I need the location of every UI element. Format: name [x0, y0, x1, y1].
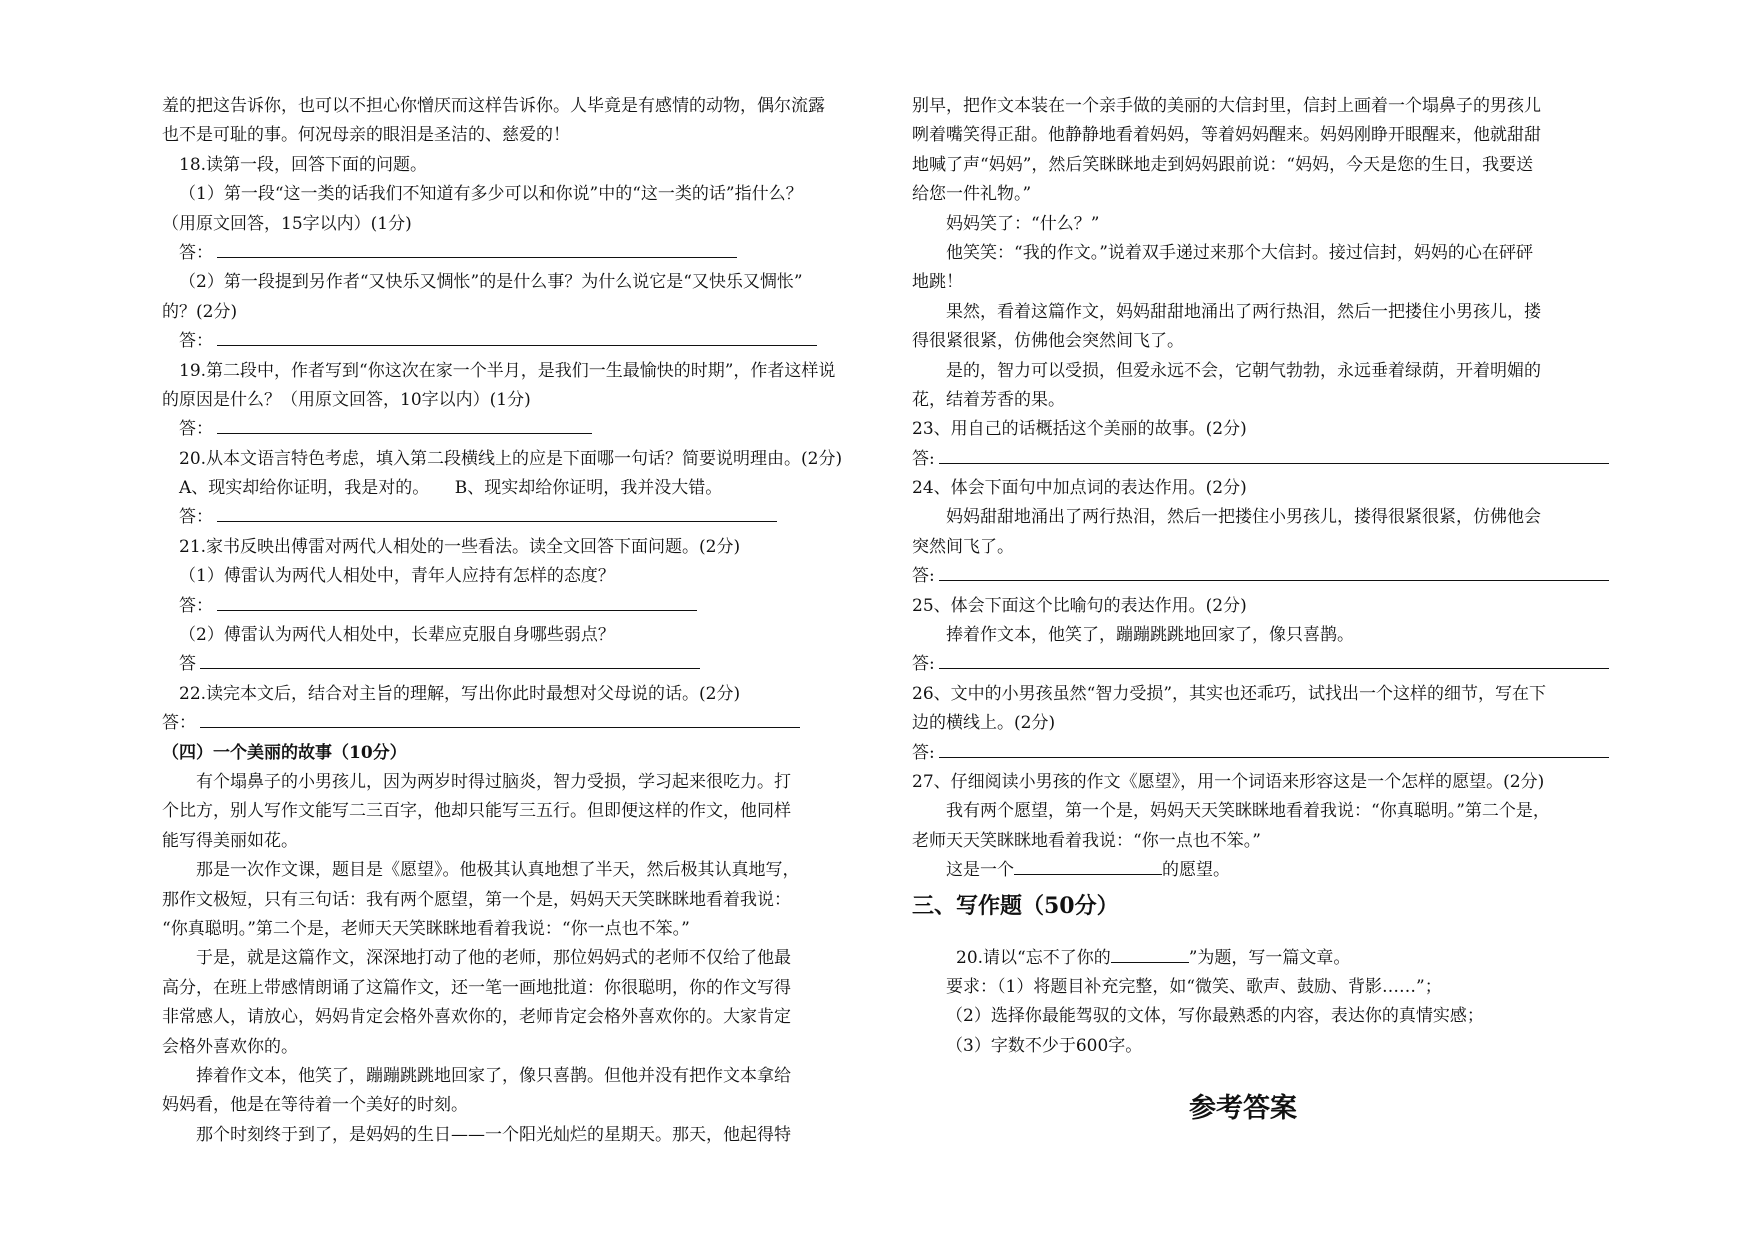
- left-line-text: 答：: [162, 713, 196, 734]
- answer-blank-line[interactable]: [939, 650, 1609, 669]
- right-line: [912, 827, 1614, 856]
- left-line-text: 羞的把这告诉你，也可以不担心你憎厌而这样告诉你。人毕竟是有感情的动物，偶尔流露: [162, 96, 825, 116]
- left-line: [162, 151, 907, 180]
- left-line: [162, 1033, 907, 1062]
- answer-blank-line[interactable]: [939, 739, 1609, 758]
- left-line: [162, 386, 907, 415]
- left-line-text: 答：: [179, 331, 213, 352]
- left-line-text: 答：: [179, 507, 213, 528]
- answer-blank-line[interactable]: [217, 239, 737, 258]
- right-line: [912, 562, 1614, 591]
- left-line: [162, 1003, 907, 1032]
- left-line-text: 答：: [179, 595, 213, 616]
- answer-key-title: 参考答案: [1189, 1093, 1297, 1125]
- left-line: [162, 474, 907, 503]
- writing-prompt: [912, 944, 1614, 973]
- right-line-text: 是的，智力可以受损，但爱永远不会，它朝气勃勃，永远垂着绿荫，开着明媚的: [946, 360, 1541, 381]
- title-fill-blank[interactable]: [1111, 944, 1189, 963]
- left-line: [162, 768, 907, 797]
- left-line: [162, 709, 907, 738]
- left-line: [162, 298, 907, 327]
- left-line-text: 也不是可耻的事。何况母亲的眼泪是圣洁的、慈爱的！: [162, 125, 570, 146]
- left-line: [162, 503, 907, 532]
- left-line-text: 有个塌鼻子的小男孩儿，因为两岁时得过脑炎，智力受损，学习起来很吃力。打: [196, 771, 791, 792]
- left-line-text: 的原因是什么？（用原文回答，10字以内）(1分): [162, 389, 531, 410]
- left-line-text: 答: [179, 654, 196, 675]
- left-line-text: 那个时刻终于到了，是妈妈的生日——一个阳光灿烂的星期天。那天，他起得特: [196, 1124, 791, 1145]
- spacer: [912, 926, 1614, 944]
- left-line: [162, 562, 907, 591]
- right-line-text: 得很紧很紧，仿佛他会突然间飞了。: [912, 331, 1184, 352]
- answer-blank-line[interactable]: [217, 592, 697, 611]
- right-line-text: 捧着作文本，他笑了，蹦蹦跳跳地回家了，像只喜鹊。: [946, 625, 1354, 646]
- right-line-text: 答:: [912, 448, 935, 469]
- left-line: [162, 1062, 907, 1091]
- right-line-text: 23、用自己的话概括这个美丽的故事。(2分): [912, 419, 1247, 440]
- left-line: [162, 1091, 907, 1120]
- right-line: [912, 151, 1614, 180]
- right-line: [912, 180, 1614, 209]
- answer-blank-line[interactable]: [200, 709, 800, 728]
- left-line-text: “你真聪明。”第二个是，老师天天笑眯眯地看着我说：“你一点也不笨。”: [162, 918, 690, 939]
- answer-blank-line[interactable]: [217, 415, 592, 434]
- fill-in-blank[interactable]: [1014, 856, 1162, 875]
- right-line: [912, 768, 1614, 797]
- right-line-text: 25、体会下面这个比喻句的表达作用。(2分): [912, 595, 1247, 616]
- right-line-text: 边的横线上。(2分): [912, 713, 1056, 734]
- right-line: [912, 709, 1614, 738]
- left-line-text: （1）第一段“这一类的话我们不知道有多少可以和你说”中的“这一类的话”指什么？: [179, 184, 803, 205]
- left-line-text: （2）傅雷认为两代人相处中，长辈应克服自身哪些弱点？: [179, 625, 615, 646]
- left-line-text: A、现实却给你证明，我是对的。 B、现实却给你证明，我并没大错。: [179, 478, 723, 499]
- right-line-text: 妈妈笑了：“什么？”: [946, 213, 1100, 234]
- left-line-text: 21.家书反映出傅雷对两代人相处的一些看法。读全文回答下面问题。(2分): [179, 536, 741, 557]
- right-line: [912, 650, 1614, 679]
- right-line: [912, 592, 1614, 621]
- right-line: [912, 533, 1614, 562]
- right-line: [912, 386, 1614, 415]
- answer-blank-line[interactable]: [217, 503, 777, 522]
- left-line-text: （四）一个美丽的故事（10分）: [162, 742, 407, 763]
- left-line: [162, 680, 907, 709]
- right-line: [912, 739, 1614, 768]
- right-line-text: 答:: [912, 566, 935, 587]
- left-line: [162, 357, 907, 386]
- left-line-text: 于是，就是这篇作文，深深地打动了他的老师，那位妈妈式的老师不仅给了他最: [196, 948, 791, 969]
- right-line-text: 果然，看着这篇作文，妈妈甜甜地涌出了两行热泪，然后一把搂住小男孩儿，搂: [946, 301, 1541, 322]
- left-line: [162, 797, 907, 826]
- right-line-text: 27、仔细阅读小男孩的作文《愿望》，用一个词语来形容这是一个怎样的愿望。(2分): [912, 771, 1545, 792]
- left-line-text: （用原文回答，15字以内）(1分): [162, 213, 412, 234]
- right-line-text: 妈妈甜甜地涌出了两行热泪，然后一把搂住小男孩儿，搂得很紧很紧，仿佛他会: [946, 507, 1541, 528]
- right-line-text: 别早，把作文本装在一个亲手做的美丽的大信封里，信封上画着一个塌鼻子的男孩儿: [912, 96, 1541, 116]
- answer-blank-line[interactable]: [200, 650, 700, 669]
- right-line: [912, 680, 1614, 709]
- right-line-text: 花，结着芳香的果。: [912, 389, 1065, 410]
- right-line: [912, 856, 1614, 885]
- left-line: [162, 650, 907, 679]
- writing-prompt-after: ”为题，写一篇文章。: [1188, 947, 1351, 968]
- left-line-text: 20.从本文语言特色考虑，填入第二段横线上的应是下面哪一句话？简要说明理由。(2分): [179, 448, 843, 469]
- left-line: [162, 1121, 907, 1150]
- writing-section-heading: 三、写作题（50分）: [912, 892, 1119, 919]
- left-line: [162, 445, 907, 474]
- left-line-text: 高分，在班上带感情朗诵了这篇作文，还一笔一画地批道：你很聪明，你的作文写得: [162, 977, 791, 998]
- right-line-text-after: 的愿望。: [1162, 860, 1230, 881]
- writing-requirement: 要求：（1）将题目补充完整，如“微笑、歌声、鼓励、背影……”；: [946, 976, 1442, 997]
- left-line: [162, 533, 907, 562]
- right-line: [912, 415, 1614, 444]
- right-line-text: 答:: [912, 654, 935, 675]
- right-line-text: 咧着嘴笑得正甜。他静静地看着妈妈，等着妈妈醒来。妈妈刚睁开眼醒来，他就甜甜: [912, 125, 1541, 146]
- left-column: [162, 92, 907, 1150]
- right-line-text: 老师天天笑眯眯地看着我说：“你一点也不笨。”: [912, 830, 1261, 851]
- left-line: [162, 856, 907, 885]
- left-line: [162, 827, 907, 856]
- left-line: [162, 210, 907, 239]
- right-line-text: 他笑笑：“我的作文。”说着双手递过来那个大信封。接过信封，妈妈的心在砰砰: [946, 242, 1533, 263]
- right-line-text: 地跳！: [912, 272, 963, 293]
- right-line: [912, 503, 1614, 532]
- right-line: [912, 92, 1614, 121]
- right-line: [912, 445, 1614, 474]
- left-line: [162, 92, 907, 121]
- left-line: [162, 915, 907, 944]
- right-line-text: 答:: [912, 742, 935, 763]
- right-line-text: 给您一件礼物。”: [912, 184, 1032, 205]
- writing-requirement: （3）字数不少于600字。: [946, 1035, 1143, 1056]
- left-line: [162, 180, 907, 209]
- left-line: [162, 621, 907, 650]
- left-line: [162, 239, 907, 268]
- right-column: [912, 92, 1614, 1139]
- left-line: [162, 121, 907, 150]
- left-line-text: 那是一次作文课，题目是《愿望》。他极其认真地想了半天，然后极其认真地写，: [196, 860, 800, 881]
- left-line: [162, 327, 907, 356]
- right-line: [912, 121, 1614, 150]
- right-line: [912, 210, 1614, 239]
- right-line: [912, 298, 1614, 327]
- answer-blank-line[interactable]: [939, 562, 1609, 581]
- left-line: [162, 739, 907, 768]
- writing-prompt-before: 20.请以“忘不了你的: [956, 947, 1111, 968]
- right-line-text: 我有两个愿望，第一个是，妈妈天天笑眯眯地看着我说：“你真聪明。”第二个是，: [946, 801, 1550, 822]
- left-line-text: 非常感人，请放心，妈妈肯定会格外喜欢你的，老师肯定会格外喜欢你的。大家肯定: [162, 1007, 791, 1028]
- left-line-text: 19.第二段中，作者写到“你这次在家一个半月，是我们一生最愉快的时期”，作者这样说: [179, 360, 836, 381]
- right-line: [912, 239, 1614, 268]
- right-line: [912, 268, 1614, 297]
- right-line-text: 地喊了声“妈妈”，然后笑眯眯地走到妈妈跟前说：“妈妈，今天是您的生日，我要送: [912, 154, 1534, 175]
- left-line-text: 妈妈看，他是在等待着一个美好的时刻。: [162, 1095, 468, 1116]
- right-line: [912, 357, 1614, 386]
- right-line: [912, 474, 1614, 503]
- left-line-text: （2）第一段提到另作者“又快乐又惆怅”的是什么事？为什么说它是“又快乐又惆怅”: [179, 272, 803, 293]
- answer-blank-line[interactable]: [939, 445, 1609, 464]
- left-line: [162, 944, 907, 973]
- right-line-text: 突然间飞了。: [912, 536, 1014, 557]
- left-line-text: 的？(2分): [162, 301, 238, 322]
- right-line: [912, 621, 1614, 650]
- right-line: [912, 327, 1614, 356]
- left-line-text: 能写得美丽如花。: [162, 830, 298, 851]
- left-line-text: （1）傅雷认为两代人相处中，青年人应持有怎样的态度？: [179, 566, 615, 587]
- left-line-text: 答：: [179, 242, 213, 263]
- left-line: [162, 886, 907, 915]
- left-line-text: 个比方，别人写作文能写二三百字，他却只能写三五行。但即便这样的作文，他同样: [162, 801, 791, 822]
- answer-blank-line[interactable]: [217, 327, 817, 346]
- right-line-text: 这是一个: [946, 860, 1014, 881]
- left-line: [162, 415, 907, 444]
- left-line-text: 那作文极短，只有三句话：我有两个愿望，第一个是，妈妈天天笑眯眯地看着我说：: [162, 889, 791, 910]
- left-line-text: 会格外喜欢你的。: [162, 1036, 298, 1057]
- left-line: [162, 974, 907, 1003]
- left-line-text: 18.读第一段，回答下面的问题。: [179, 154, 428, 175]
- right-line-text: 24、体会下面句中加点词的表达作用。(2分): [912, 478, 1247, 499]
- left-line: [162, 592, 907, 621]
- left-line: [162, 268, 907, 297]
- right-line: [912, 797, 1614, 826]
- left-line-text: 22.读完本文后，结合对主旨的理解，写出你此时最想对父母说的话。(2分): [179, 683, 741, 704]
- left-line-text: 捧着作文本，他笑了，蹦蹦跳跳地回家了，像只喜鹊。但他并没有把作文本拿给: [196, 1065, 791, 1086]
- left-line-text: 答：: [179, 419, 213, 440]
- writing-requirement: （2）选择你最能驾驭的文体，写你最熟悉的内容，表达你的真情实感；: [946, 1006, 1484, 1027]
- right-line-text: 26、文中的小男孩虽然“智力受损”，其实也还乖巧，试找出一个这样的细节，写在下: [912, 683, 1547, 704]
